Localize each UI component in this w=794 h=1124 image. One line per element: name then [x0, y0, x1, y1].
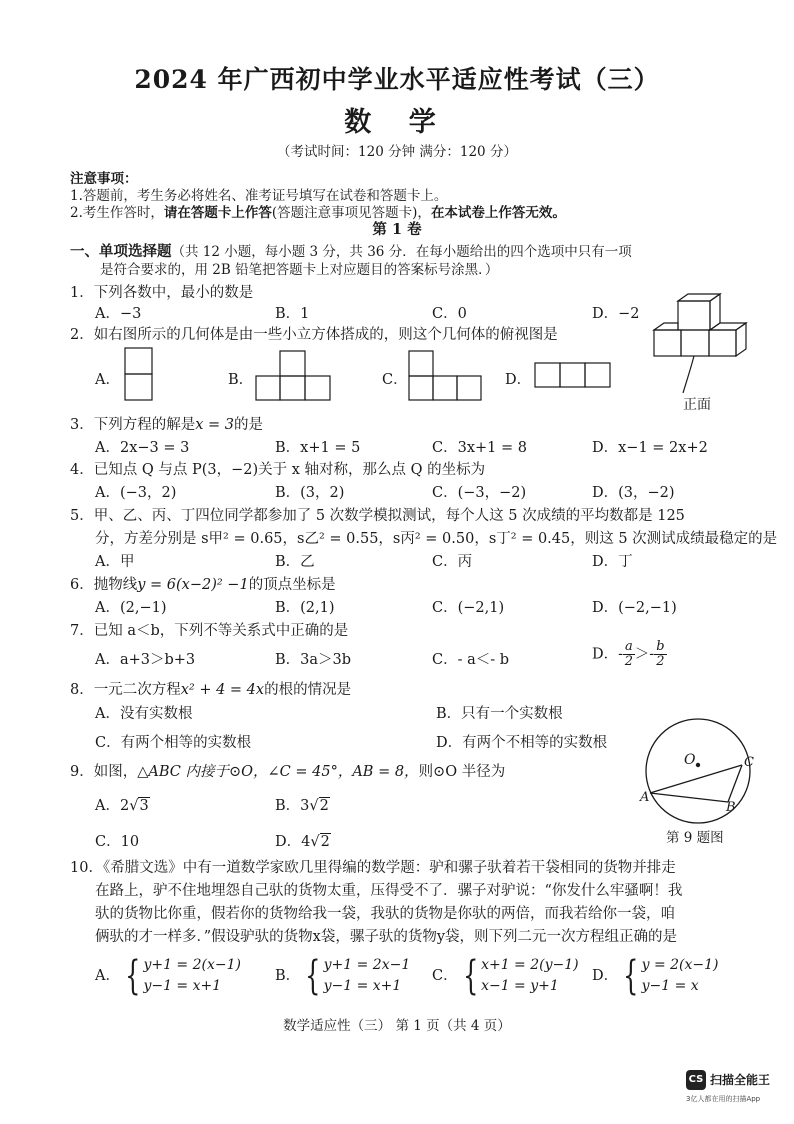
q6-stem: 6．抛物线y = 6(x−2)² −1的顶点坐标是: [70, 577, 336, 593]
q2-option-a: A．: [95, 372, 120, 388]
q5-stem-1: 5．甲、乙、丙、丁四位同学都参加了 5 次数学模拟测试，每个人这 5 次成绩的平均数都是 125: [70, 508, 685, 524]
q1-option-d: D．−2: [592, 306, 640, 322]
q2-view-c: [408, 350, 484, 402]
q4-option-b: B．(3，2): [275, 485, 345, 501]
q9-option-a: A．2√3: [95, 798, 149, 814]
section-1-desc: 一、单项选择题（共 12 小题，每小题 3 分，共 36 分．在每小题给出的四个选项中只有一项: [70, 243, 632, 260]
q8-stem: 8．一元二次方程x² + 4 = 4x的根的情况是: [70, 682, 352, 698]
q2-stem: 2．如右图所示的几何体是由一些小立方体搭成的，则这个几何体的俯视图是: [70, 327, 558, 343]
q10-line-2: 在路上，驴不住地埋怨自己驮的货物太重，压得受不了．骡子对驴说：“你发什么牢骚啊！我: [95, 883, 683, 899]
q2-view-b: [255, 350, 335, 402]
volume-heading: 第 1 卷: [372, 221, 422, 238]
q5-option-c: C．丙: [432, 554, 473, 570]
q9-label-o: O: [684, 752, 696, 768]
q2-option-d: D．: [505, 372, 532, 388]
q4-stem: 4．已知点 Q 与点 P(3，−2)关于 x 轴对称，那么点 Q 的坐标为: [70, 462, 486, 478]
notice-item-2: 2.考生作答时，请在答题卡上作答(答题注意事项见答题卡)，在本试卷上作答无效。: [70, 205, 566, 221]
q9-label-c: C: [744, 755, 754, 770]
q2-view-a: [124, 347, 154, 403]
q10-line-4: 俩驮的才一样多．”假设驴驮的货物x袋，骡子驮的货物y袋，则下列二元一次方程组正确的是: [95, 929, 678, 945]
q10-option-c: C． { x+1 = 2(y−1) x−1 = y+1: [432, 953, 579, 999]
q9-label-b: B: [726, 800, 736, 815]
watermark-name: 扫描全能王: [710, 1073, 771, 1087]
q9-circle-figure: [636, 713, 766, 829]
q3-option-a: A．2x−3 = 3: [95, 440, 190, 456]
q6-option-d: D．(−2,−1): [592, 600, 677, 616]
q10-option-b: B． { y+1 = 2x−1 y−1 = x+1: [275, 953, 411, 999]
q3-option-c: C．3x+1 = 8: [432, 440, 527, 456]
section-1-desc-2: 是符合要求的，用 2B 铅笔把答题卡上对应题目的答案标号涂黑．）: [100, 262, 499, 278]
q10-line-1: 10．《希腊文选》中有一道数学家欧几里得编的数学题：驴和骡子驮着若干袋相同的货物并排走: [70, 860, 676, 876]
cs-logo-icon: CS: [686, 1070, 706, 1090]
page-footer: 数学适应性（三） 第 1 页（共 4 页）: [283, 1018, 511, 1034]
q4-option-d: D．(3，−2): [592, 485, 675, 501]
q1-option-a: A．−3: [95, 306, 142, 322]
q9-label-a: A: [640, 790, 650, 805]
q8-option-d: D．有两个不相等的实数根: [436, 735, 608, 751]
front-label: 正面: [683, 397, 711, 413]
subject-title: 数 学: [344, 107, 450, 138]
q6-option-a: A．(2,−1): [95, 600, 167, 616]
q10-option-a: A． { y+1 = 2(x−1) y−1 = x+1: [95, 953, 241, 999]
q9-option-d: D．4√2: [275, 834, 330, 850]
q3-stem: 3．下列方程的解是x = 3的是: [70, 417, 264, 433]
q9-figure-caption: 第 9 题图: [666, 830, 724, 846]
q6-option-c: C．(−2,1): [432, 600, 505, 616]
q10-option-d: D． { y = 2(x−1) y−1 = x: [592, 953, 719, 999]
q9-option-c: C．10: [95, 834, 140, 850]
q7-option-b: B．3a＞3b: [275, 652, 352, 668]
watermark-tagline: 3亿人都在用的扫描App: [686, 1095, 761, 1103]
q5-option-d: D．丁: [592, 554, 633, 570]
q9-option-b: B．3√2: [275, 798, 329, 814]
q7-option-a: A．a+3＞b+3: [95, 652, 196, 668]
q1-option-b: B．1: [275, 306, 310, 322]
q4-option-c: C．(−3，−2): [432, 485, 527, 501]
q1-option-c: C．0: [432, 306, 467, 322]
q3-option-b: B．x+1 = 5: [275, 440, 361, 456]
q5-stem-2: 分，方差分别是 s甲² = 0.65，s乙² = 0.55，s丙² = 0.50，s丁² = 0.45，则这 5 次测试成绩最稳定的是: [95, 531, 778, 547]
q7-option-d: D．- $\frac{a}{2}$ ＞- $\frac{b}{2}$: [592, 639, 665, 669]
q2-option-c: C．: [382, 372, 408, 388]
q5-option-a: A．甲: [95, 554, 135, 570]
q7-option-c: C．- a＜- b: [432, 652, 510, 668]
q2-view-d: [534, 362, 614, 390]
exam-title: 2024 年广西初中学业水平适应性考试（三）: [134, 65, 660, 94]
time-info: （考试时间：120 分钟 满分：120 分）: [277, 144, 517, 160]
q1-stem: 1．下列各数中，最小的数是: [70, 285, 254, 301]
notice-item-1: 1.答题前，考生务必将姓名、准考证号填写在试卷和答题卡上。: [70, 188, 448, 204]
q6-option-b: B．(2,1): [275, 600, 335, 616]
q2-option-b: B．: [228, 372, 254, 388]
q5-option-b: B．乙: [275, 554, 315, 570]
q3-option-d: D．x−1 = 2x+2: [592, 440, 708, 456]
q8-option-b: B．只有一个实数根: [436, 706, 563, 722]
q7-stem: 7．已知 a＜b，下列不等关系式中正确的是: [70, 623, 349, 639]
notice-heading: 注意事项：: [70, 171, 138, 187]
q9-stem: 9．如图，△ABC 内接于⊙O，∠C = 45°，AB = 8，则⊙O 半径为: [70, 764, 506, 780]
q4-option-a: A．(−3，2): [95, 485, 177, 501]
q8-option-a: A．没有实数根: [95, 706, 193, 722]
q10-line-3: 驮的货物比你重，假若你的货物给我一袋，我驮的货物是你驮的两倍，而我若给你一袋，咱: [95, 906, 675, 922]
q8-option-c: C．有两个相等的实数根: [95, 735, 252, 751]
